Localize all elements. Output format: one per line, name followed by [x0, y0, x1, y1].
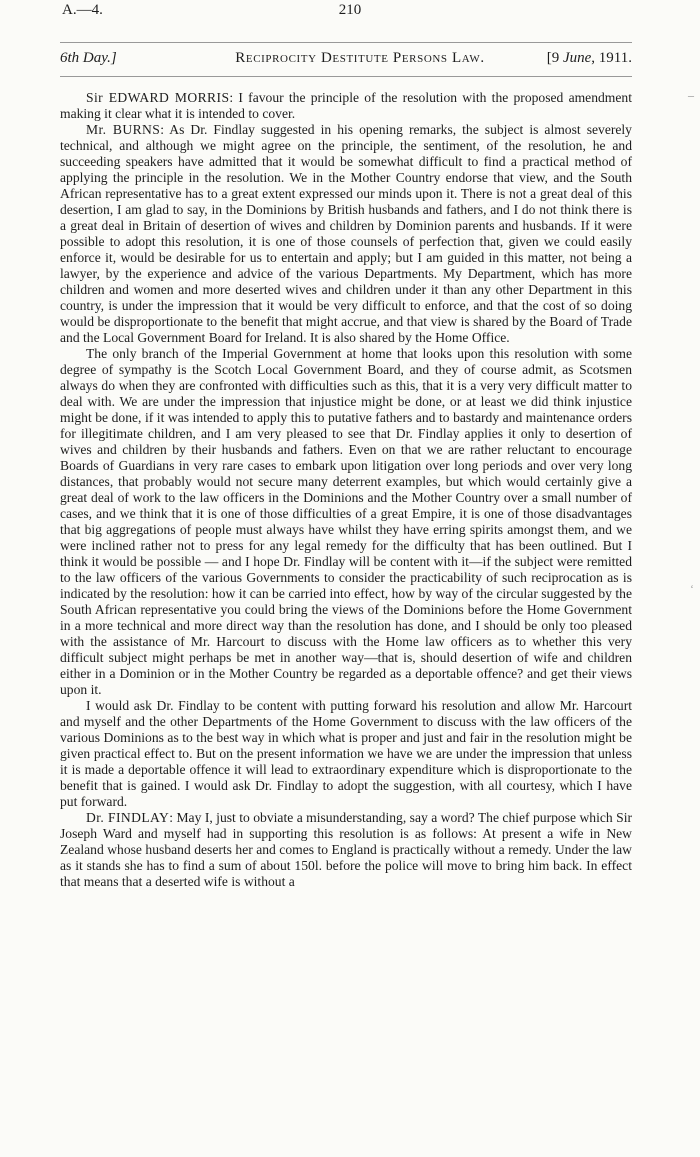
paragraph — [60, 346, 632, 698]
header-rule-bottom — [60, 76, 632, 77]
paragraph — [60, 698, 632, 810]
paragraph-text: : May I, just to obviate a misunderstanding, say a word? The chief purpose which Sir Joseph Ward and myself had in supporting this resolution is as follows: At present a wife in New Zealand whose husband deserts her and comes to England is practically without a remedy. Under the law as it stands she has to find a sum of about 150l. before the police will move to bring him back. In effect that means that a deserted wife is without a — [60, 810, 633, 889]
running-header-date: [9 June, 1911. — [546, 50, 632, 66]
running-header — [60, 50, 632, 72]
running-header-title: Reciprocity Destitute Persons Law. — [235, 50, 485, 66]
paragraph-text: : As Dr. Findlay suggested in his opening remarks, the subject is almost severely technical, and although we might agree on the principle, the sentiment, of the resolution, he and succeeding speakers have admitted that it would be somewhat difficult to find a practical method of applying the principle in the resolution. We in the Mother Country endorse that view, and the South African representative has to a great extent expressed our minds upon it. There is not a great deal of this desertion, I am glad to say, in the Dominions by British husbands and fathers, and I do not think there is a great deal in Britain of desertion of wives and children by Dominion parents and husbands. If it were possible to adopt this resolution, it is one of those counsels of perfection that, given we could easily enforce it, would be desirable for us to entertain and apply; but I am guided in this matter, not being a lawyer, by the experience and advice of the various Departments. My Department, which has more children and women and more deserted wives and children under it than any other Department in this country, is under the impression that it would be very difficult to enforce, and that the cost of so doing would be disproportionate to the benefit that might accrue, and that view is shared by the Board of Trade and the Local Government Board for Ireland. It is also shared by the Home Office. — [60, 122, 632, 345]
speaker-name: Mr. BURNS — [86, 122, 161, 137]
page-number: 210 — [338, 2, 362, 18]
top-line — [62, 2, 630, 24]
paragraph — [60, 122, 632, 346]
paragraph-text: I would ask Dr. Findlay to be content with putting forward his resolution and allow Mr. Harcourt and myself and the other Departments of the Home Government to discuss with the law officers of the various Dominions as to the best way in which what is proper and just and fair in the resolution might be given practical effect to. But on the present information we have we are under the impression that unless it is made a deportable offence it will lead to extraordinary expenditure which is disproportionate to the benefit that is gained. I would ask Dr. Findlay to adopt the suggestion, with all courtesy, which I have put forward. — [60, 698, 632, 809]
paragraph-text: : I favour the principle of the resolution with the proposed amendment making it clear what it is intended to cover. — [60, 90, 632, 121]
margin-tick: – — [688, 88, 694, 102]
paragraph — [60, 90, 632, 122]
header-rule-top — [60, 42, 632, 43]
running-header-day: 6th Day.] — [60, 50, 117, 66]
speaker-name: Dr. FINDLAY — [86, 810, 170, 825]
paragraph — [60, 810, 632, 890]
speaker-name: Sir EDWARD MORRIS — [86, 90, 230, 105]
parliamentary-paper-reference: A.—4. — [62, 2, 103, 18]
document-body — [60, 90, 632, 890]
margin-tick: ‘ — [690, 582, 694, 596]
paragraph-text: The only branch of the Imperial Government at home that looks upon this resolution with some degree of sympathy is the Scotch Local Government Board, and they of course admit, as Scotsmen always do when they are confronted with difficulties such as this, that it is a very very difficult matter to deal with. We are under the impression that injustice might be done, or at least we did think injustice might be done, if it was intended to apply this to putative fathers and to bastardy and maintenance orders for illegitimate children, and I am very pleased to see that Dr. Findlay applies it only to desertion of wives and children by their husbands and fathers. Even on that we are rather reluctant to encourage Boards of Guardians in very rare cases to embark upon litigation over long periods and over very long distances, that probably would not secure many deterrent examples, but which would certainly give a great deal of work to the law officers in the Dominions and the Mother Country over a small number of cases, and we think that it is one of those difficulties of a great Empire, it is one of those disadvantages that big aggregations of people must always have whilst they have erring spirits amongst them, and we were inclined rather not to press for any legal remedy for the difficulty that has been outlined. But I think it would be possible — and I hope Dr. Findlay will be content with it—if the subject were remitted to the law officers of the various Governments to consider the practicability of such reciprocation as is indicated by the resolution: how it can be carried into effect, how by way of the circular suggested by the South African representative you could bring the views of the Dominions before the Home Government in a more technical and more direct way than the resolution has done, and I should be only too pleased with the assistance of Mr. Harcourt to discuss with the Home law officers as to whether this very difficult subject might perhaps be met in another way—that is, should desertion of wife and children either in a Dominion or in the Mother Country be regarded as a deportable offence? and get their views upon it. — [60, 346, 632, 697]
